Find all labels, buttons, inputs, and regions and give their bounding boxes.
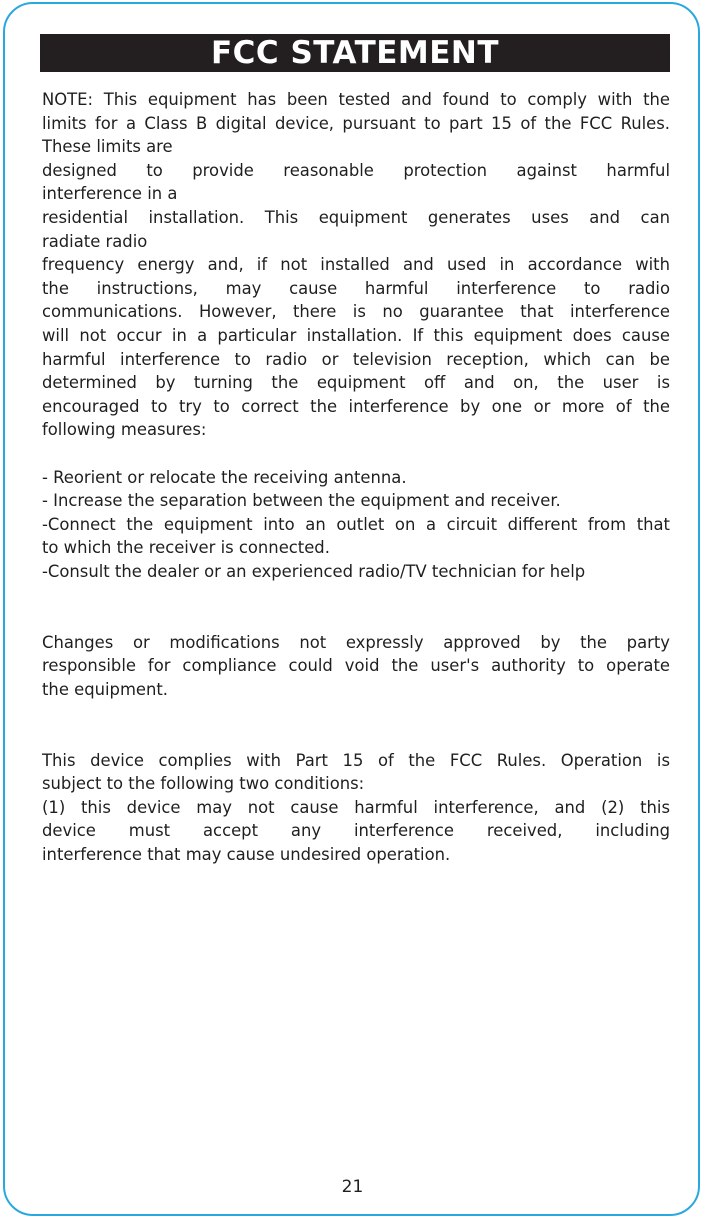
text-line: communications. However, there is no guarantee that interference <box>42 302 670 322</box>
text-line: device must accept any interference received, including <box>42 821 670 841</box>
text-line: following measures: <box>42 420 207 440</box>
list-item: - Increase the separation between the equipment and receiver. <box>42 491 561 511</box>
text-line: interference that may cause undesired operation. <box>42 845 451 864</box>
text-line: designed to provide reasonable protection against harmful <box>42 160 670 180</box>
list-item: - Reorient or relocate the receiving antenna. <box>42 467 407 487</box>
text-line: residential installation. This equipment generates uses and can <box>42 207 670 227</box>
list-item: -Connect the equipment into an outlet on a circuit different from that <box>42 514 670 534</box>
page-title: FCC STATEMENT <box>210 35 500 71</box>
text-line: determined by turning the equipment off and on, the user is <box>42 373 670 393</box>
text-line: This device complies with Part 15 of the FCC Rules. Operation is <box>42 750 670 770</box>
text-line: the instructions, may cause harmful interference to radio <box>42 278 670 298</box>
text-line: These limits are <box>42 137 173 157</box>
list-item: -Consult the dealer or an experienced radio/TV technician for help <box>42 561 586 581</box>
text-line: will not occur in a particular installation. If this equipment does cause <box>42 325 670 345</box>
text-line: frequency energy and, if not installed and used in accordance with <box>42 255 670 275</box>
text-line: Changes or modifications not expressly approved by the party <box>42 632 670 652</box>
spacer <box>42 701 670 748</box>
text-line: (1) this device may not cause harmful interference, and (2) this <box>42 797 670 817</box>
text-line: interference in a <box>42 184 178 204</box>
note-paragraph <box>42 88 670 442</box>
page-number: 21 <box>341 1177 364 1197</box>
spacer <box>42 583 670 630</box>
text-line: limits for a Class B digital device, pursuant to part 15 of the FCC Rules. <box>42 113 670 133</box>
text-line: radiate radio <box>42 231 148 251</box>
text-line: NOTE: This equipment has been tested and found to comply with the <box>42 90 670 109</box>
text-line: harmful interference to radio or television reception, which can be <box>42 349 670 369</box>
compliance-paragraph <box>42 749 670 867</box>
measures-list <box>42 466 670 584</box>
title-banner <box>40 34 670 72</box>
spacer <box>42 442 670 466</box>
text-line: subject to the following two conditions: <box>42 774 365 794</box>
text-line: encouraged to try to correct the interference by one or more of the <box>42 396 670 416</box>
statement-body <box>42 88 670 867</box>
text-line: responsible for compliance could void the user's authority to operate <box>42 656 670 676</box>
text-line: the equipment. <box>42 679 169 699</box>
changes-paragraph <box>42 631 670 702</box>
list-item: to which the receiver is connected. <box>42 538 330 558</box>
